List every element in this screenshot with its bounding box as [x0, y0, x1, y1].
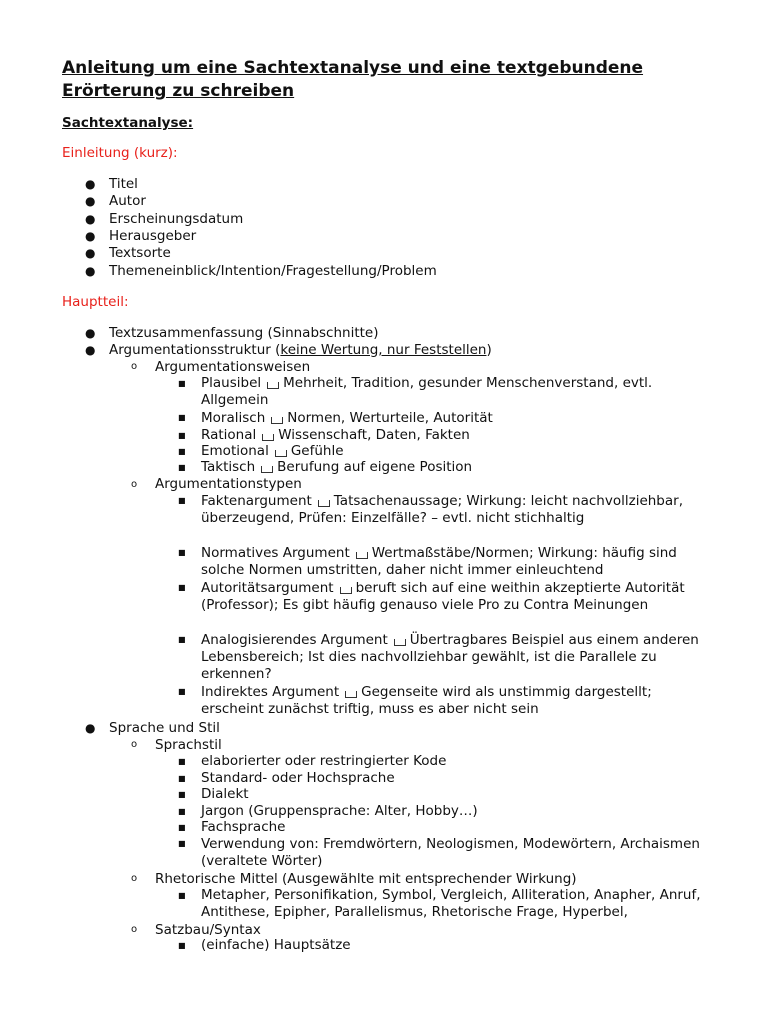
square-bullet-icon: ■	[178, 774, 186, 783]
square-bullet-icon: ■	[178, 379, 186, 388]
argumentationsstruktur-item: Argumentationsstruktur (keine Wertung, nur Feststellen)	[109, 342, 492, 358]
arrow-icon	[356, 552, 368, 559]
bullet-icon: ●	[85, 246, 96, 260]
arrow-icon	[267, 382, 279, 389]
bullet-icon: ●	[85, 326, 96, 340]
bullet-icon: ●	[85, 194, 96, 208]
circle-bullet-icon: o	[131, 361, 138, 372]
square-bullet-icon: ■	[178, 447, 186, 456]
bullet-icon: ●	[85, 229, 96, 243]
document-page: Anleitung um eine Sachtextanalyse und eine textgebundene Erörterung zu schreiben Sachtextanalyse: Einleitung (kurz): ● Titel ● Autor ● Erscheinungsdatum ● Herausgeber ● Textsorte ● Themeneinblick/Intention/Fragestellung/Problem Hauptteil: ● Textzusammenfassung (Sinnabschnitte) ● Argumentationsstruktur (keine Wertung, nur Feststellen) o Argumentationsweisen ■ Plausibel Mehrheit, Tradition, gesunder Menschenverstand, evtl. Allgemein ■ Moralisch Normen, Werturteile, Autorität ■ Rational Wissenschaft, Daten, Fakten ■ Emotional Gefühle ■ Taktisch Berufung auf eigene Position o Argumentationstypen ■ Faktenargument Tatsachenaussage; Wirkung: leicht nachvollziehbar, überzeugend, Prüfen: Einzelfälle? – evtl. nicht stichhaltig ■ Normatives Argument Wertmaßstäbe/Normen; Wirkung: häufig sind solche Normen umstritten, daher nicht immer einleuchtend ■ Autoritätsargument beruft sich auf eine weithin akzeptierte Autorität (Professor); Es gibt häufig genauso viele Pro zu Contra Meinungen ■ Analogisierendes Argument Übertragbares Beispiel aus einem anderen Lebensbereich; Ist dies nachvollziehbar gewählt, ist die Parallele zu erkennen? ■ Indirektes Argument Gegenseite wird als unstimmig dargestellt; erscheint zunächst triftig, muss es aber nicht sein ● Sprache und Stil o Sprachstil ■ elaborierter oder restringierter Kode ■ Standard- oder Hochsprache ■ Dialekt ■ Jargon (Gruppensprache: Alter, Hobby…) ■ Fachsprache ■ Verwendung von: Fremdwörtern, Neologismen, Modewörtern, Archaismen (veraltete Wörter) o Rhetorische Mittel (Ausgewählte mit entsprechender Wirkung) ■ Metapher, Personifikation, Symbol, Vergleich, Alliteration, Anapher, Anruf, Antithese, Epipher, Parallelismus, Rhetorische Frage, Hyperbel, o Satzbau/Syntax ■ (einfache) Hauptsätze	[0, 0, 768, 1024]
square-bullet-icon: ■	[178, 548, 186, 557]
arrow-icon	[262, 434, 274, 441]
square-bullet-icon: ■	[178, 413, 186, 422]
arrow-icon	[261, 466, 273, 473]
square-bullet-icon: ■	[178, 891, 186, 900]
arrow-icon	[318, 500, 330, 507]
arrow-icon	[340, 587, 352, 594]
circle-bullet-icon: o	[131, 873, 138, 884]
document-title: Anleitung um eine Sachtextanalyse und eine textgebundene Erörterung zu schreiben	[62, 58, 644, 101]
square-bullet-icon: ■	[178, 790, 186, 799]
bullet-icon: ●	[85, 264, 96, 278]
arrow-icon	[271, 417, 283, 424]
bullet-icon: ●	[85, 177, 96, 191]
square-bullet-icon: ■	[178, 823, 186, 832]
square-bullet-icon: ■	[178, 583, 186, 592]
bullet-icon: ●	[85, 343, 96, 357]
arrow-icon	[394, 639, 406, 646]
square-bullet-icon: ■	[178, 757, 186, 766]
arrow-icon	[275, 450, 287, 457]
section-heading: Sachtextanalyse:	[62, 115, 194, 131]
square-bullet-icon: ■	[178, 807, 186, 816]
circle-bullet-icon: o	[131, 479, 138, 490]
square-bullet-icon: ■	[178, 463, 186, 472]
square-bullet-icon: ■	[178, 941, 186, 950]
square-bullet-icon: ■	[178, 635, 186, 644]
square-bullet-icon: ■	[178, 431, 186, 440]
circle-bullet-icon: o	[131, 739, 138, 750]
circle-bullet-icon: o	[131, 924, 138, 935]
square-bullet-icon: ■	[178, 496, 186, 505]
bullet-icon: ●	[85, 212, 96, 226]
square-bullet-icon: ■	[178, 687, 186, 696]
square-bullet-icon: ■	[178, 839, 186, 848]
bullet-icon: ●	[85, 721, 96, 735]
hauptteil-heading: Hauptteil:	[62, 294, 129, 310]
arrow-icon	[345, 691, 357, 698]
einleitung-heading: Einleitung (kurz):	[62, 145, 178, 161]
